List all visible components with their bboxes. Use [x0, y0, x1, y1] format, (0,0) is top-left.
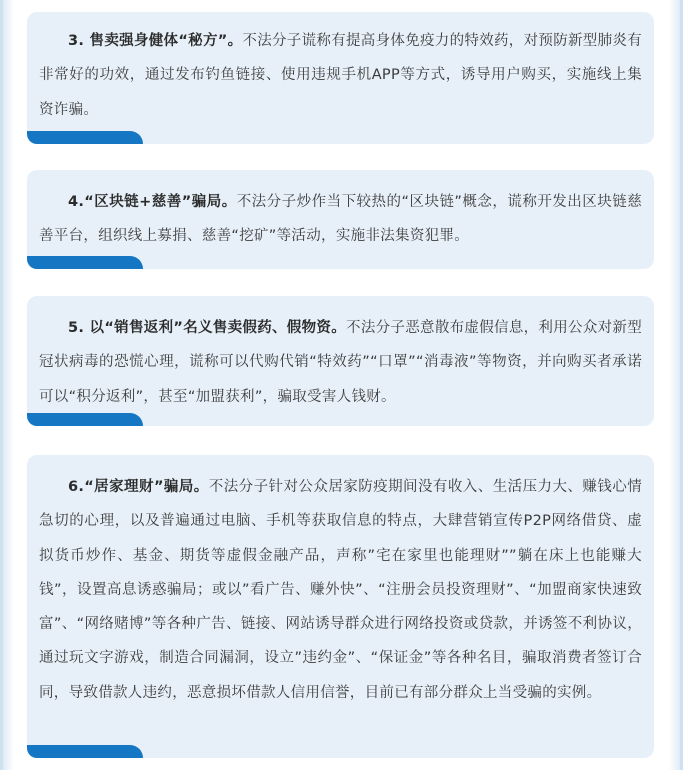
section-text: 不法分子针对公众居家防疫期间没有收入、生活压力大、赚钱心情急切的心理，以及普遍通过电脑、手机等获取信息的特点，大肆营销宣传P2P网络借贷、虚拟货币炒作、基金、期货等虚假金融产品，声称”宅在家里也能理财””躺在床上也能赚大钱”，设置高息诱惑骗局；或以”看广告、赚外快”、“注册会员投资理财”、“加盟商家快速致富”、“网络赌博”等各种广告、链接、网站诱导群众进行网络投资或贷款，并诱签不利协议，通过玩文字游戏，制造合同漏洞，设立”违约金”、“保证金”等各种名目，骗取消费者签订合同，导致借款人违约，恶意损坏借款人信用信誉，目前已有部分群众上当受骗的实例。 — [39, 479, 642, 701]
accent-tab — [27, 256, 143, 269]
section-heading: 4.“区块链+慈善”骗局。 — [68, 194, 237, 210]
section-text: 不法分子炒作当下较热的“区块链”概念，谎称开发出区块链慈善平台，组织线上募捐、慈善“挖矿”等活动，实施非法集资犯罪。 — [39, 194, 642, 245]
section-paragraph — [39, 311, 642, 414]
section-heading: 3. 售卖强身健体“秘方”。 — [68, 33, 243, 49]
section-heading: 6.“居家理财”骗局。 — [68, 479, 209, 495]
accent-tab — [27, 131, 143, 144]
section-card-3 — [27, 12, 654, 144]
section-text: 不法分子恶意散布虚假信息，利用公众对新型冠状病毒的恐慌心理，谎称可以代购代销“特效药”“口罩”“消毒液”等物资，并向购买者承诺可以“积分返利”，甚至“加盟获利”，骗取受害人钱财。 — [39, 320, 643, 405]
section-text: 不法分子谎称有提高身体免疫力的特效药，对预防新型肺炎有非常好的功效，通过发布钓鱼链接、使用违规手机APP等方式，诱导用户购买，实施线上集资诈骗。 — [39, 33, 643, 118]
section-card-4 — [27, 170, 654, 269]
section-paragraph — [39, 24, 642, 127]
left-border — [0, 0, 3, 770]
accent-tab — [27, 745, 143, 758]
section-paragraph — [39, 185, 642, 254]
section-card-5 — [27, 296, 654, 426]
section-heading: 5. 以“销售返利”名义售卖假药、假物资。 — [68, 320, 347, 336]
section-paragraph — [39, 470, 642, 710]
accent-tab — [27, 413, 143, 426]
section-card-6 — [27, 455, 654, 758]
